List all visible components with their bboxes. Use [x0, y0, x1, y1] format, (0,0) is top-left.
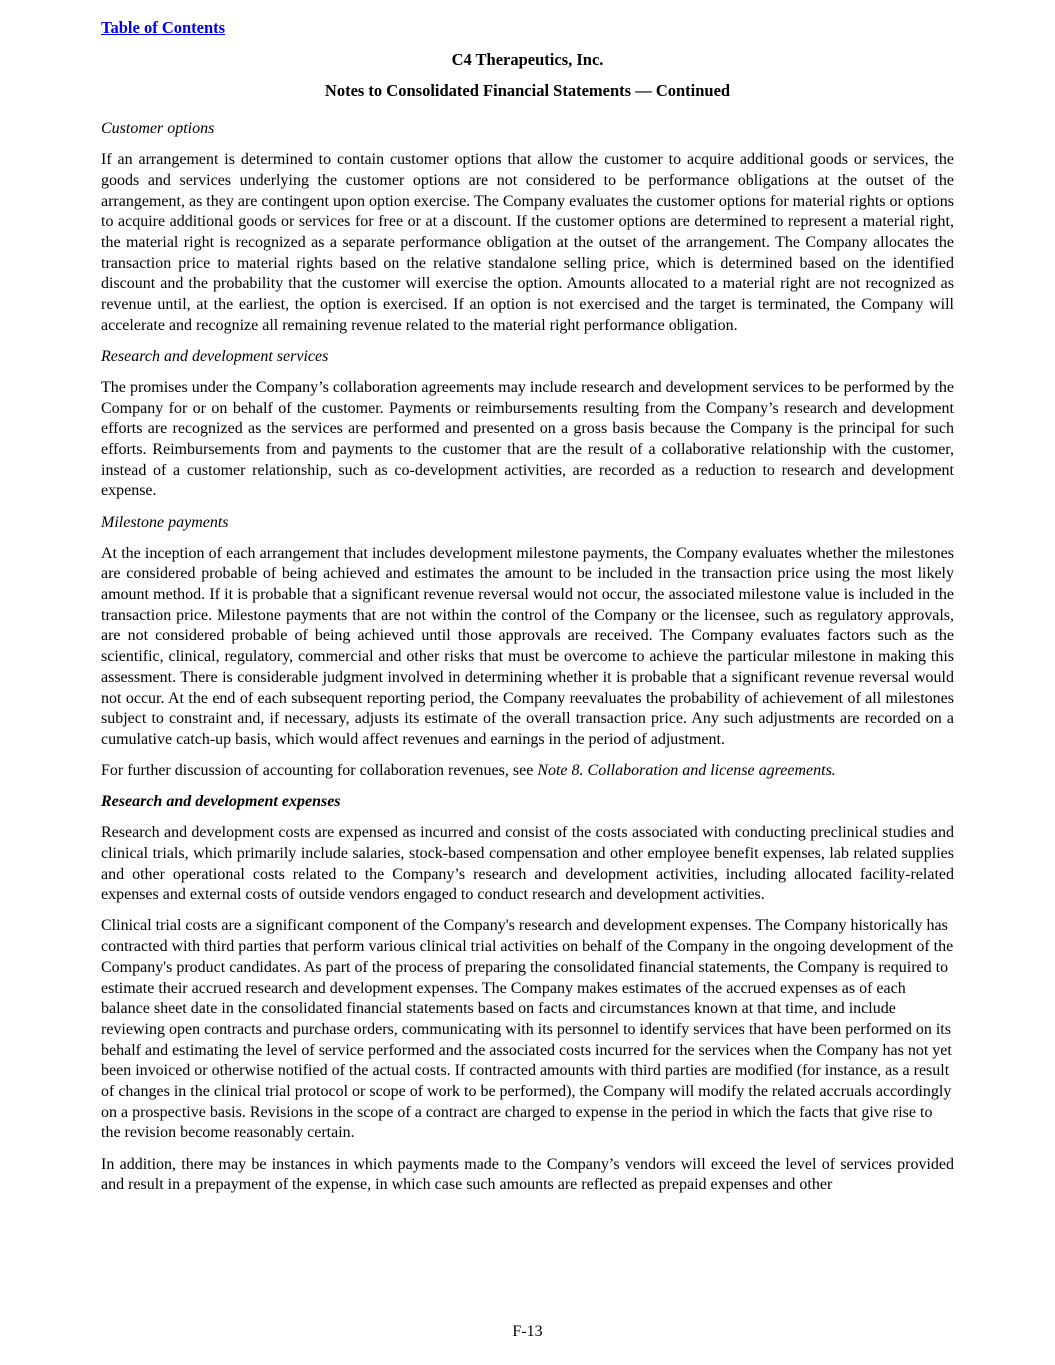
page-subtitle: Notes to Consolidated Financial Statements — Continued: [324, 81, 731, 100]
section-heading-rd-expenses: Research and development expenses: [101, 793, 341, 811]
paragraph-milestone-payments: At the inception of each arrangement that includes development milestone payments, the Company evaluates whether the milestones are considered probable of being achieved and estimates the amount to be included in the transaction price using the most likely amount method. If it is probable that a significant revenue reversal would not occur, the associated milestone value is included in the transaction price. Milestone payments that are not within the control of the Company or the licensee, such as regulatory approvals, are not considered probable of being achieved until those approvals are received. The Company evaluates factors such as the scientific, clinical, regulatory, commercial and other risks that must be overcome to achieve the particular milestone in making this assessment. There is considerable judgment involved in determining whether it is probable that a significant revenue reversal would not occur. At the end of each subsequent reporting period, the Company reevaluates the probability of achievement of all milestones subject to constraint and, if necessary, adjusts its estimate of the overall transaction price. Any such adjustments are recorded on a cumulative catch-up basis, which would affect revenues and earnings in the period of adjustment.: [101, 544, 954, 748]
page-number: F-13: [512, 1323, 543, 1340]
paragraph-rd-expenses-2: Clinical trial costs are a significant component of the Company's research and development expenses. The Company historically has contracted with third parties that perform various clinical trial activities on behalf of the Company in the ongoing development of the Company's product candidates. As part of the process of preparing the consolidated financial statements, the Company is required to estimate their accrued research and development expenses. The Company makes estimates of the accrued expenses as of each balance sheet date in the consolidated financial statements based on facts and circumstances known at that time, and include reviewing open contracts and purchase orders, communicating with its personnel to identify services that have been performed on its behalf and estimating the level of service performed and the associated costs incurred for the services when the Company has not yet been invoiced or otherwise notified of the actual costs. If contracted amounts with third parties are modified (for instance, as a result of changes in the clinical trial protocol or scope of work to be performed), the Company will modify the related accruals accordingly on a prospective basis. Revisions in the scope of a contract are charged to expense in the period in which the facts that give rise to the revision become reasonably certain.: [101, 917, 954, 1142]
paragraph-rd-services: The promises under the Company’s collaboration agreements may include research and development services to be performed by the Company for or on behalf of the customer. Payments or reimbursements resulting from the Company’s research and development efforts are recognized as the services are performed and presented on a gross basis because the Company is the principal for such efforts. Reimbursements from and payments to the customer that are the result of a collaborative relationship with the customer, instead of a customer relationship, such as co-development activities, are recorded as a reduction to research and development expense.: [101, 378, 954, 500]
document-body: [101, 119, 954, 1206]
note-8-reference: Note 8. Collaboration and license agreements.: [537, 762, 836, 780]
paragraph-further-discussion: [101, 761, 954, 782]
paragraph-rd-expenses-3: In addition, there may be instances in which payments made to the Company’s vendors will exceed the level of services provided and result in a prepayment of the expense, in which case such amounts are reflected as prepaid expenses and other: [101, 1155, 954, 1194]
company-name: C4 Therapeutics, Inc.: [451, 50, 604, 69]
section-heading-customer-options: Customer options: [101, 120, 215, 137]
paragraph-customer-options: If an arrangement is determined to contain customer options that allow the customer to acquire additional goods or services, the goods and services underlying the customer options are not considered to be performance obligations at the outset of the arrangement, as they are contingent upon option exercise. The Company evaluates the customer options for material rights or options to acquire additional goods or services for free or at a discount. If the customer options are determined to represent a material right, the material right is recognized as a separate performance obligation at the outset of the arrangement. The Company allocates the transaction price to material rights based on the relative standalone selling price, which is determined based on the identified discount and the probability that the customer will exercise the option. Amounts allocated to a material right are not recognized as revenue until, at the earliest, the option is exercised. If an option is not exercised and the target is terminated, the Company will accelerate and recognize all remaining revenue related to the material right performance obligation.: [101, 151, 954, 334]
section-heading-rd-services: Research and development services: [101, 347, 329, 365]
table-of-contents-link[interactable]: Table of Contents: [101, 18, 226, 37]
further-discussion-text: For further discussion of accounting for collaboration revenues, see: [101, 762, 538, 780]
section-heading-milestone-payments: Milestone payments: [101, 513, 229, 531]
paragraph-rd-expenses-1: Research and development costs are expensed as incurred and consist of the costs associated with conducting preclinical studies and clinical trials, which primarily include salaries, stock-based compensation and other employee benefit expenses, lab related supplies and other operational costs related to the Company’s research and development activities, including allocated facility-related expenses and external costs of outside vendors engaged to conduct research and development activities.: [101, 824, 954, 904]
